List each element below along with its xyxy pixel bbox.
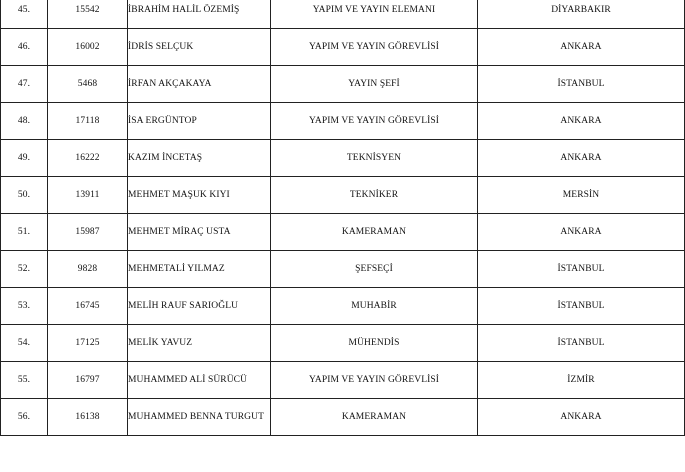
table-row [1, 251, 685, 288]
table-row [1, 214, 685, 251]
registry-id-cell: 15987 [48, 214, 128, 251]
city-cell: ANKARA [478, 29, 685, 66]
registry-id-cell: 17125 [48, 325, 128, 362]
city-cell: ANKARA [478, 399, 685, 436]
person-name-cell: MELİH RAUF SARIOĞLU [128, 288, 271, 325]
city-cell: İZMİR [478, 362, 685, 399]
table-row [1, 140, 685, 177]
registry-id-cell: 13911 [48, 177, 128, 214]
row-number-cell: 46. [1, 29, 48, 66]
person-name-cell: İDRİS SELÇUK [128, 29, 271, 66]
table-row [1, 325, 685, 362]
person-name-cell: İRFAN AKÇAKAYA [128, 66, 271, 103]
city-cell: İSTANBUL [478, 251, 685, 288]
person-name-cell: MEHMETALİ YILMAZ [128, 251, 271, 288]
registry-id-cell: 15542 [48, 0, 128, 29]
table-row [1, 288, 685, 325]
job-title-cell: YAPIM VE YAYIN GÖREVLİSİ [271, 362, 478, 399]
job-title-cell: ŞEFSEÇİ [271, 251, 478, 288]
person-name-cell: MEHMET MAŞUK KIYI [128, 177, 271, 214]
registry-id-cell: 16138 [48, 399, 128, 436]
job-title-cell: KAMERAMAN [271, 399, 478, 436]
job-title-cell: TEKNİSYEN [271, 140, 478, 177]
registry-id-cell: 5468 [48, 66, 128, 103]
registry-id-cell: 16745 [48, 288, 128, 325]
city-cell: MERSİN [478, 177, 685, 214]
person-name-cell: MEHMET MİRAÇ USTA [128, 214, 271, 251]
row-number-cell: 56. [1, 399, 48, 436]
row-number-cell: 47. [1, 66, 48, 103]
person-name-cell: MUHAMMED ALİ SÜRÜCÜ [128, 362, 271, 399]
job-title-cell: MÜHENDİS [271, 325, 478, 362]
city-cell: DİYARBAKIR [478, 0, 685, 29]
row-number-cell: 52. [1, 251, 48, 288]
city-cell: ANKARA [478, 103, 685, 140]
table-row [1, 66, 685, 103]
person-name-cell: MUHAMMED BENNA TURGUT [128, 399, 271, 436]
table-row [1, 177, 685, 214]
table-row [1, 362, 685, 399]
person-name-cell: KAZIM İNCETAŞ [128, 140, 271, 177]
city-cell: İSTANBUL [478, 325, 685, 362]
job-title-cell: KAMERAMAN [271, 214, 478, 251]
job-title-cell: YAPIM VE YAYIN GÖREVLİSİ [271, 103, 478, 140]
city-cell: ANKARA [478, 140, 685, 177]
table-row [1, 0, 685, 29]
row-number-cell: 53. [1, 288, 48, 325]
person-name-cell: İSA ERGÜNTOP [128, 103, 271, 140]
job-title-cell: MUHABİR [271, 288, 478, 325]
row-number-cell: 50. [1, 177, 48, 214]
table-row [1, 29, 685, 66]
city-cell: ANKARA [478, 214, 685, 251]
row-number-cell: 48. [1, 103, 48, 140]
row-number-cell: 51. [1, 214, 48, 251]
person-name-cell: MELİK YAVUZ [128, 325, 271, 362]
job-title-cell: YAYIN ŞEFİ [271, 66, 478, 103]
row-number-cell: 49. [1, 140, 48, 177]
city-cell: İSTANBUL [478, 66, 685, 103]
row-number-cell: 55. [1, 362, 48, 399]
registry-id-cell: 16797 [48, 362, 128, 399]
person-name-cell: İBRAHİM HALİL ÖZEMİŞ [128, 0, 271, 29]
job-title-cell: TEKNİKER [271, 177, 478, 214]
row-number-cell: 54. [1, 325, 48, 362]
table-row [1, 399, 685, 436]
registry-id-cell: 9828 [48, 251, 128, 288]
job-title-cell: YAPIM VE YAYIN GÖREVLİSİ [271, 29, 478, 66]
city-cell: İSTANBUL [478, 288, 685, 325]
job-title-cell: YAPIM VE YAYIN ELEMANI [271, 0, 478, 29]
registry-id-cell: 16222 [48, 140, 128, 177]
table-row [1, 103, 685, 140]
registry-id-cell: 16002 [48, 29, 128, 66]
row-number-cell: 45. [1, 0, 48, 29]
registry-id-cell: 17118 [48, 103, 128, 140]
